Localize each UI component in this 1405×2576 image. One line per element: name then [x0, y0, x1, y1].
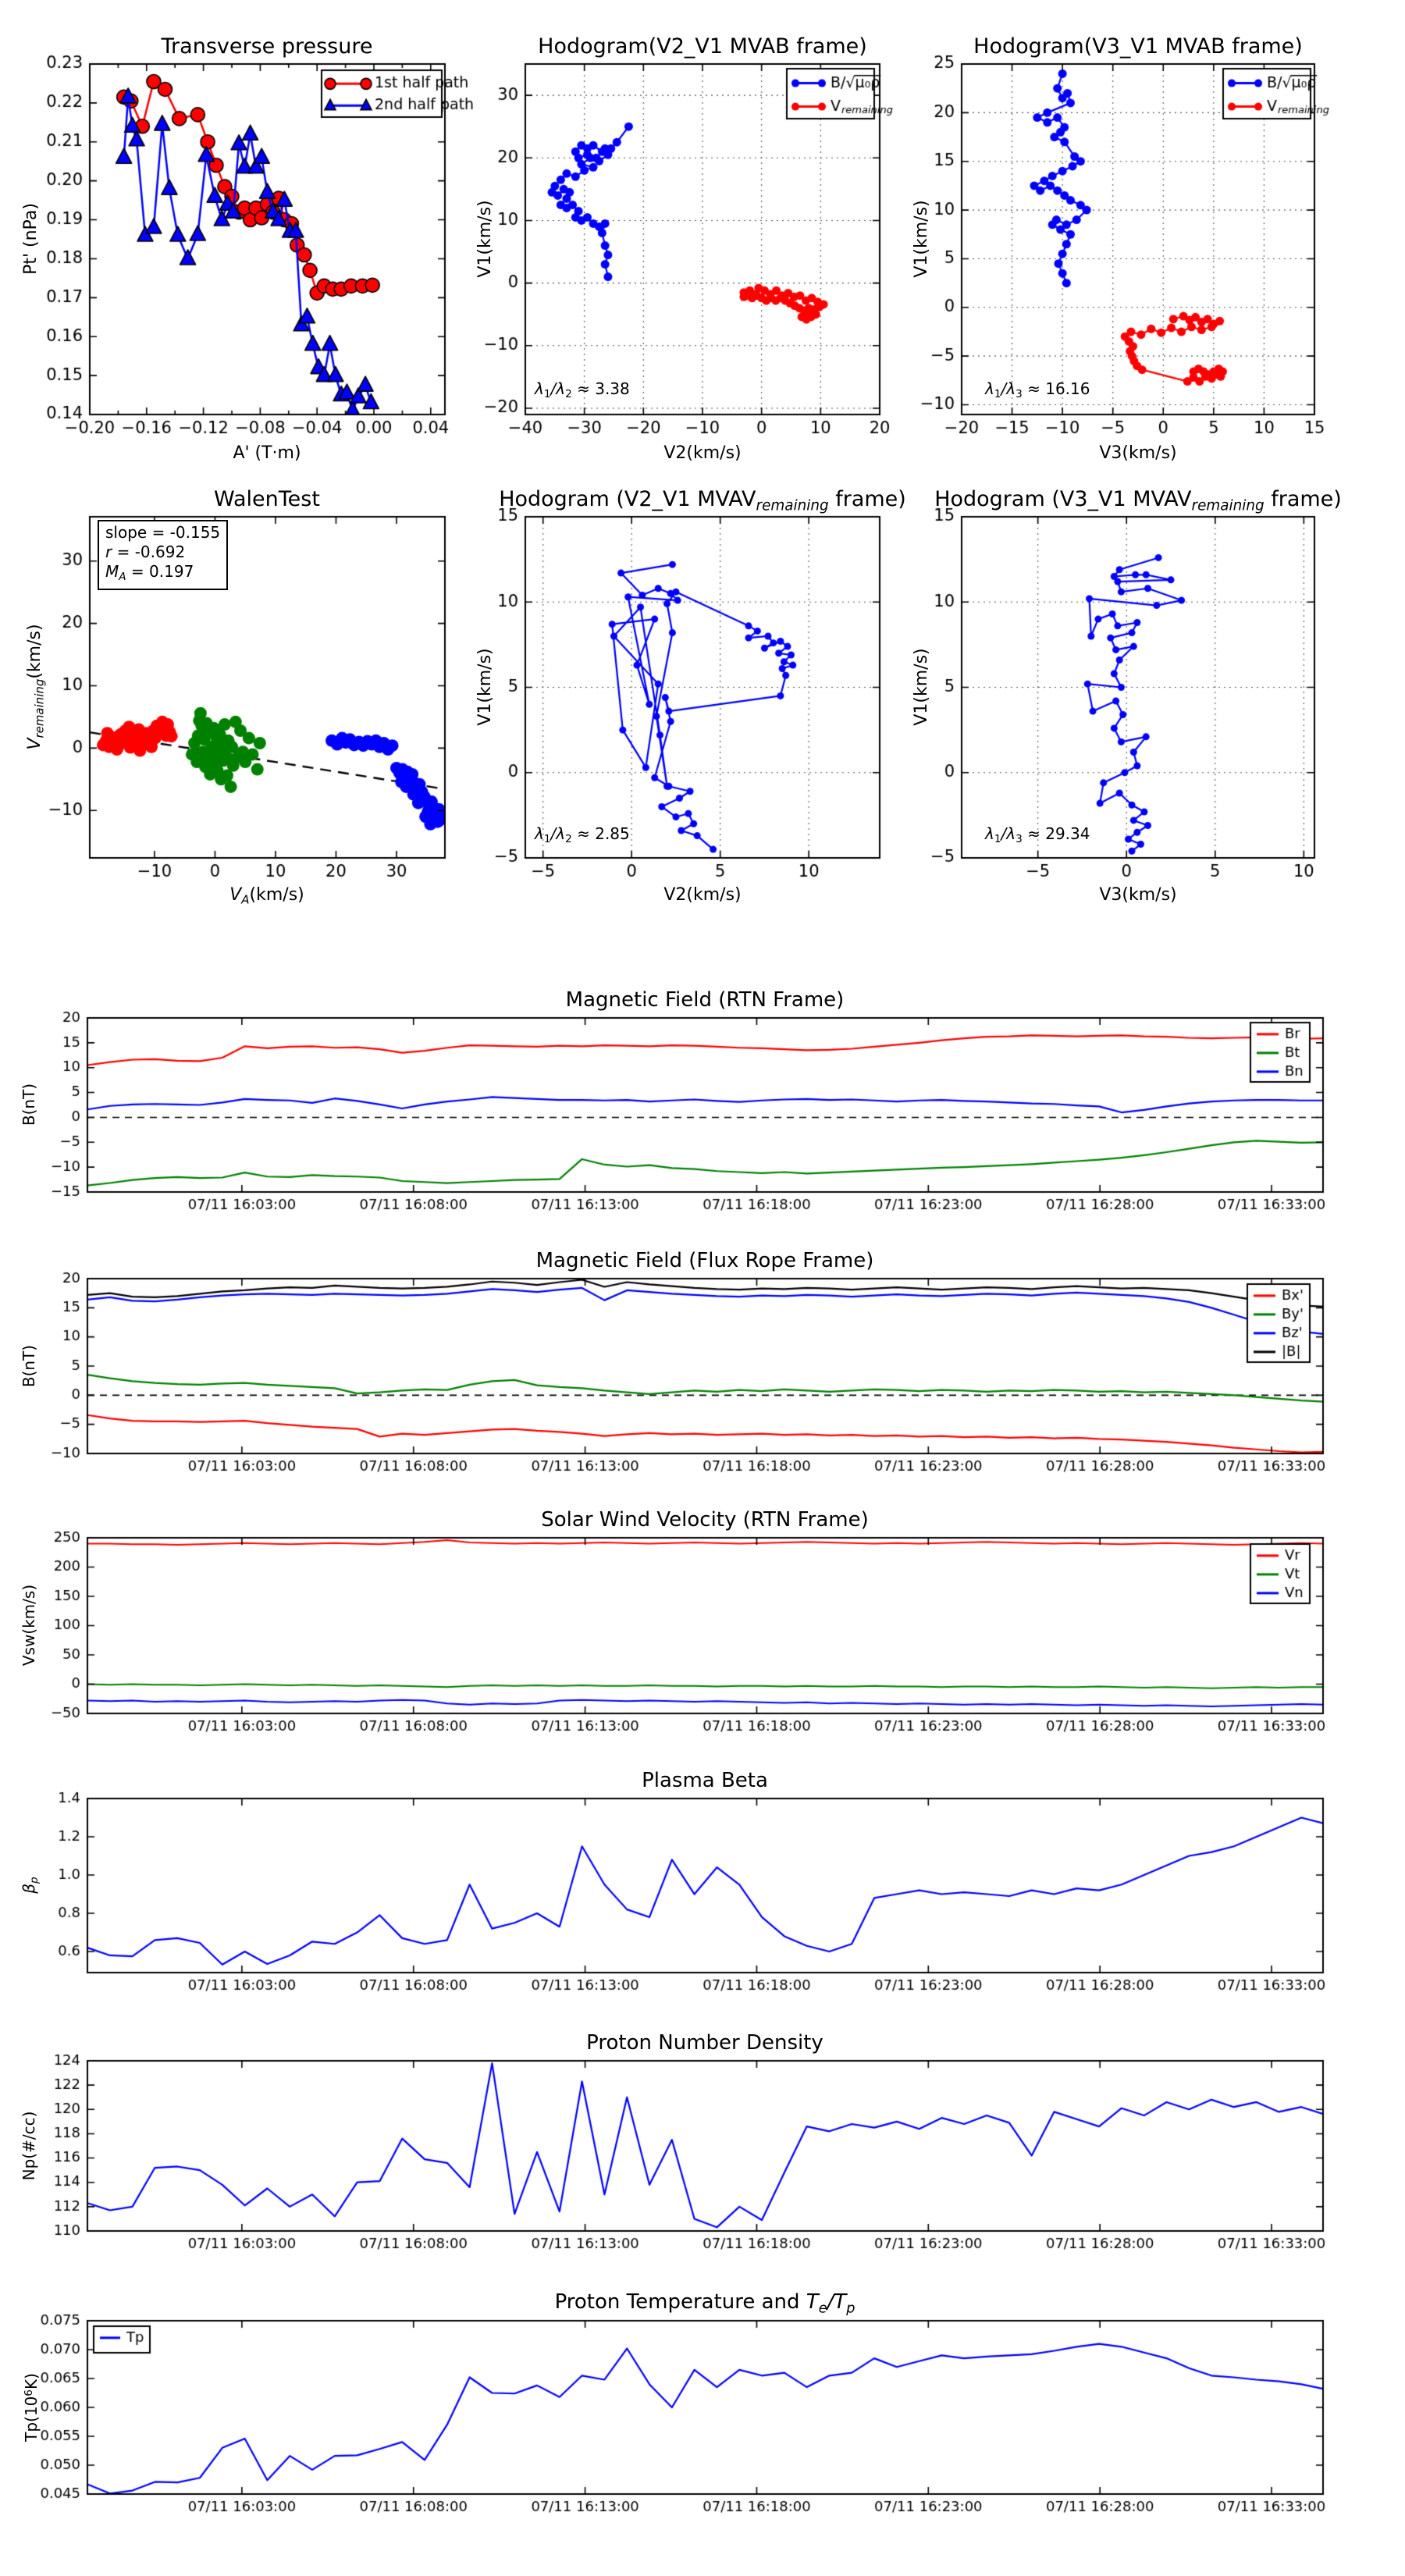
ylabel-mag-fluxrope: B(nT) — [20, 1344, 38, 1388]
xlabel-hodogram-v2v1-mvav: V2(km/s) — [663, 885, 742, 905]
annotation-lambda-ratio-p2: $\lambda_1/\lambda_2 \approx 3.38$ — [535, 379, 630, 401]
xlabel-hodogram-v3v1-mvab: V3(km/s) — [1099, 443, 1177, 463]
xlabel-transverse-pressure: A' (T·m) — [233, 443, 301, 463]
panel-title-mag-rtn: Magnetic Field (RTN Frame) — [565, 988, 845, 1012]
walen-ma: $M_A = 0.197$ — [105, 562, 194, 584]
panel-title-mag-fluxrope: Magnetic Field (Flux Rope Frame) — [535, 1249, 874, 1272]
annotation-lambda-ratio-p3: $\lambda_1/\lambda_3 \approx 16.16$ — [985, 379, 1090, 401]
xlabel-walen-test: $V_A(km/s)$ — [229, 885, 304, 907]
panel-title-plasma-beta: Plasma Beta — [642, 1769, 768, 1792]
panel-title-proton-temperature: Proton Temperature and $T_e/T_p$ — [554, 2290, 855, 2317]
panel-title-proton-density: Proton Number Density — [586, 2031, 823, 2055]
walen-slope: slope = -0.155 — [105, 523, 221, 542]
ylabel-mag-rtn: B(nT) — [20, 1083, 38, 1126]
ylabel-hodogram-v2v1-mvav: V1(km/s) — [475, 648, 495, 726]
ylabel-velocity-rtn: Vsw(km/s) — [20, 1584, 38, 1667]
walen-r: r = -0.692 — [105, 543, 186, 561]
ylabel-walen-test: $V_{remaining}(km/s)$ — [25, 624, 47, 750]
ylabel-hodogram-v3v1-mvab: V1(km/s) — [912, 200, 931, 278]
ylabel-hodogram-v2v1-mvab: V1(km/s) — [475, 200, 495, 278]
panel-title-hodogram-v2v1-mvab: Hodogram(V2_V1 MVAB frame) — [538, 34, 867, 59]
ylabel-proton-temperature: $Tp(10^6K)$ — [22, 2373, 41, 2442]
panel-title-transverse-pressure: Transverse pressure — [161, 34, 373, 59]
panel-title-walen-test: WalenTest — [214, 487, 320, 511]
panel-title-hodogram-v3v1-mvab: Hodogram(V3_V1 MVAB frame) — [973, 34, 1303, 59]
ylabel-plasma-beta: $\beta_p$ — [20, 1877, 41, 1894]
xlabel-hodogram-v2v1-mvab: V2(km/s) — [663, 443, 742, 463]
annotation-lambda-ratio-p5: $\lambda_1/\lambda_2 \approx 2.85$ — [535, 824, 630, 846]
ylabel-transverse-pressure: Pt' (nPa) — [21, 203, 41, 275]
annotation-lambda-ratio-p6: $\lambda_1/\lambda_3 \approx 29.34$ — [985, 824, 1090, 846]
xlabel-hodogram-v3v1-mvav: V3(km/s) — [1099, 885, 1177, 905]
ylabel-proton-density: Np(#/cc) — [20, 2111, 38, 2181]
panel-title-hodogram-v2v1-mvav: Hodogram (V2_V1 $MVAV_{remaining}$ frame) — [499, 487, 906, 514]
walen-stats-box — [98, 520, 228, 590]
ylabel-hodogram-v3v1-mvav: V1(km/s) — [912, 648, 931, 726]
panel-title-hodogram-v3v1-mvav: Hodogram (V3_V1 $MVAV_{remaining}$ frame) — [934, 487, 1342, 514]
panel-title-velocity-rtn: Solar Wind Velocity (RTN Frame) — [541, 1508, 869, 1532]
